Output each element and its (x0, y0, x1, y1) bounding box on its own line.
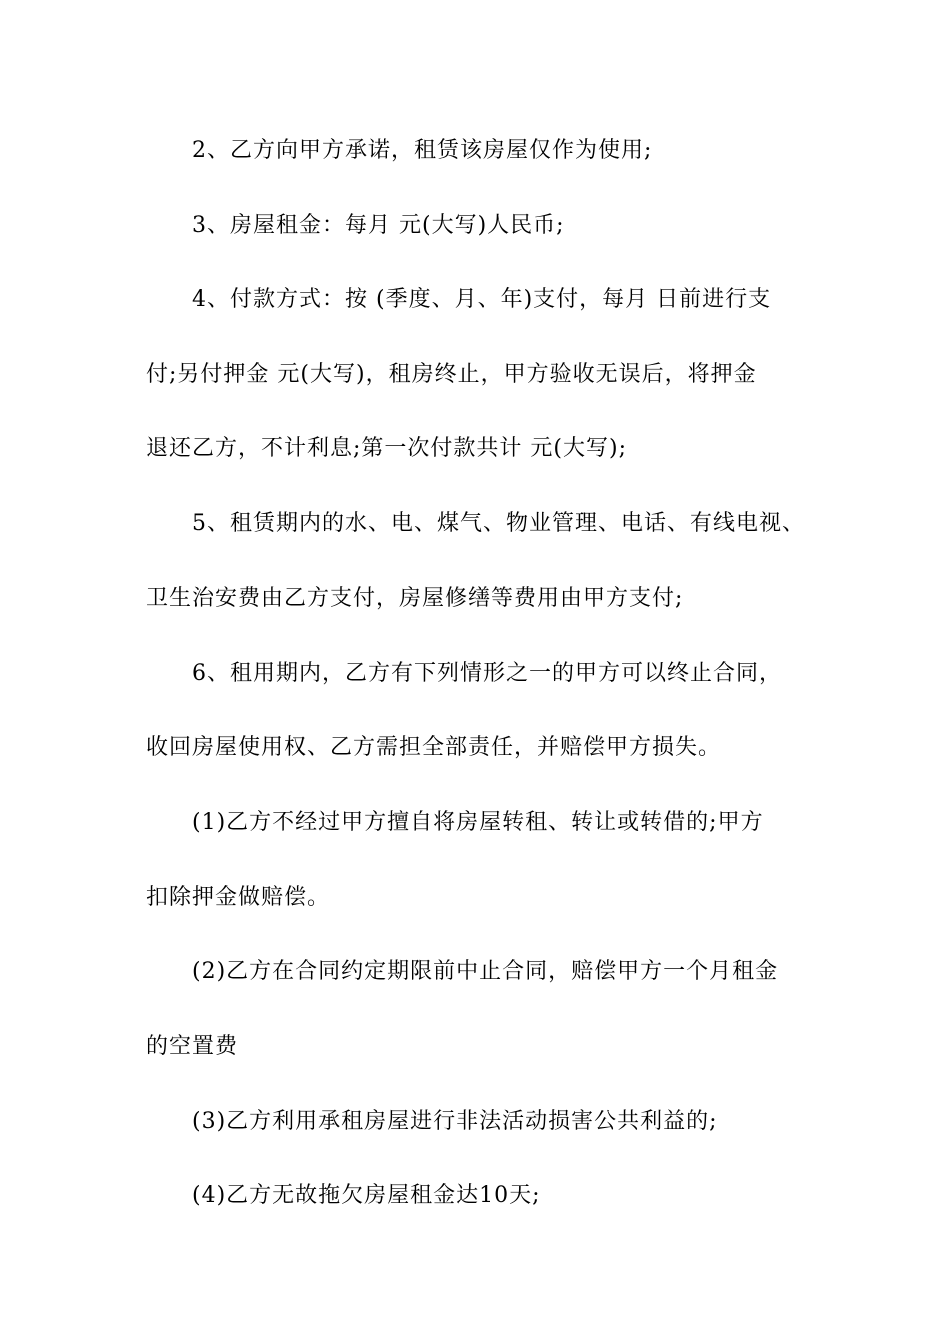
clause-6-line-1: 6、租用期内，乙方有下列情形之一的甲方可以终止合同， (192, 661, 782, 686)
item-1-line-2: 扣除押金做赔偿。 (146, 885, 331, 910)
clause-4-line-1: 4、付款方式：按 (季度、月、年)支付，每月 日前进行支 (192, 287, 772, 312)
item-1-line-1: (1)乙方不经过甲方擅自将房屋转租、转让或转借的;甲方 (192, 810, 764, 835)
clause-2-line-1: 2、乙方向甲方承诺，租赁该房屋仅作为使用; (192, 138, 653, 163)
item-2-line-2: 的空置费 (146, 1034, 239, 1059)
clause-4-line-3: 退还乙方，不计利息;第一次付款共计 元(大写); (146, 436, 627, 461)
clause-5-line-1: 5、租赁期内的水、电、煤气、物业管理、电话、有线电视、 (192, 511, 805, 536)
clause-6-line-2: 收回房屋使用权、乙方需担全部责任，并赔偿甲方损失。 (146, 735, 722, 760)
item-2-line-1: (2)乙方在合同约定期限前中止合同，赔偿甲方一个月租金 (192, 959, 779, 984)
item-3-line-1: (3)乙方利用承租房屋进行非法活动损害公共利益的; (192, 1109, 718, 1134)
item-4-line-1: (4)乙方无故拖欠房屋租金达10天; (192, 1183, 541, 1208)
clause-5-line-2: 卫生治安费由乙方支付，房屋修缮等费用由甲方支付; (146, 586, 684, 611)
clause-3-line-1: 3、房屋租金：每月 元(大写)人民币; (192, 213, 565, 238)
clause-4-line-2: 付;另付押金 元(大写)，租房终止，甲方验收无误后，将押金 (146, 362, 757, 387)
